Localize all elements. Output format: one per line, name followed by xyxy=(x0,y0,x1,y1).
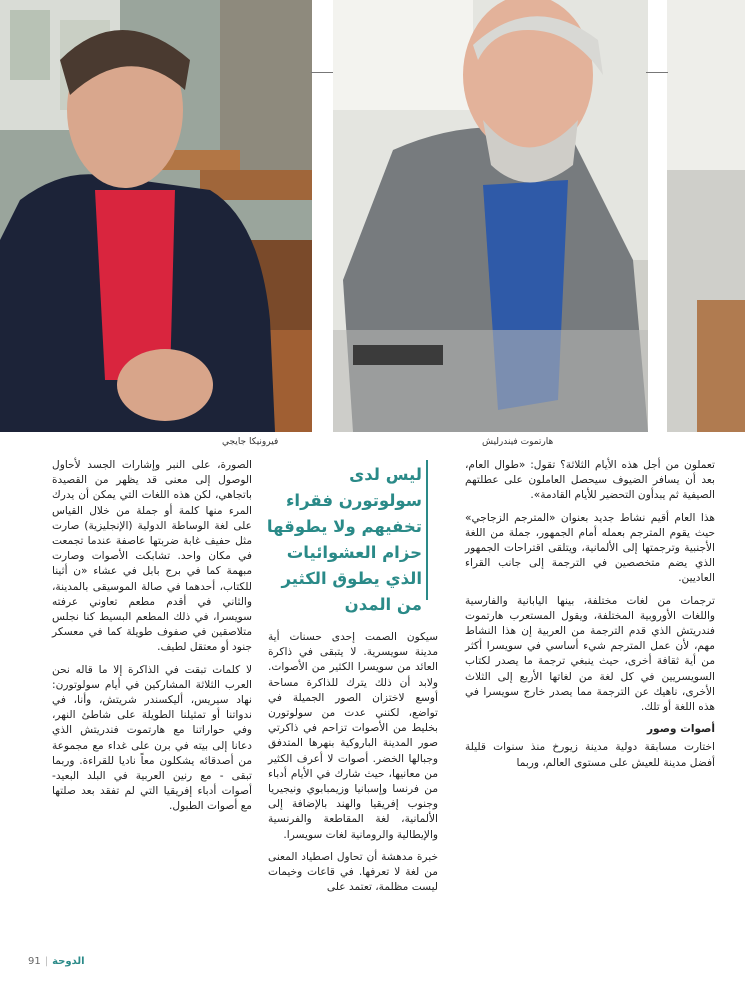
section-subhead: أصوات وصور xyxy=(646,723,715,736)
paragraph: هذا العام أقيم نشاط جديد بعنوان «المترجم الزجاجي» حيث يقوم المترجم بعمله أمام الجمهور، جملة من اللغة الأجنبية وترجمتها إلى الألمانية، ويتلقى اقتراحات الجمهور الذي يضم متخصصين في الترجمة إلى جانب القراء العاديين. xyxy=(465,511,715,585)
caption-right: هارتموت فيندرليش xyxy=(482,437,554,447)
magazine-name: الدوحة xyxy=(52,956,85,967)
photo-veronika-jaeggi xyxy=(0,0,312,432)
article-column-right xyxy=(465,458,715,778)
pull-quote: ليس لدى سولوتورن فقراء تخفيهم ولا يطوقها حزام العشوائيات الذي يطوق الكثير من المدن xyxy=(266,465,422,614)
paragraph: تعملون من أجل هذه الأيام الثلاثة؟ تقول: «طوال العام، بعد أن يسافر الضيوف سيحصل العاملون على عطلتهم الصيفية ثم يبدأون التحضير للأيام القادمة». xyxy=(465,459,715,502)
page-number: 91 xyxy=(28,956,41,967)
paragraph: ترجمات من لغات مختلفة، بينها اليابانية والفارسية واللغات الأوروبية المختلفة، ويقول المستعرب هارتموت فندريتش الذي قدم الترجمة من العربية إن هذا النشاط مهم، لأن عمل المترجم شيء أساسي في سويسرا أكثر من أية ثقافة أخرى، حيث ينبغي ترجمة ما يصدر لكتاب السويسريين في كل لغة من لغاتها الأربع إلى الثلاث الأخرى، ناهيك عن الترجمة مما يصدر خارج سويسرا في هذه اللغة أو تلك. xyxy=(465,594,715,714)
pull-quote-bar xyxy=(426,460,428,600)
paragraph: لا كلمات تبقت في الذاكرة إلا ما قاله نحن العرب الثلاثة المشاركين في أيام سولوتورن: نهاد سيريس، أليكسندر شريتش، وأنا، في ندواتنا أو تمثيلنا الطويلة على شاطئ النهر، وفي حواراتنا مع هارتموت فندريتش الذي دعانا إلى بيته في برن على غداء مع مجموعة من أصدقائه يشكلون معاً ناديا للقراءة. وربما تبقى - مع رنين العربية في البلد البعيد- أصوات أدباء إفريقيا التي لم تفقد بعد صلتها مع أصوات الطبول. xyxy=(52,663,252,813)
paragraph: خبرة مدهشة أن تحاول اصطياد المعنى من لغة لا تعرفها. في قاعات وخيمات ليست مظلمة، تعتمد على xyxy=(268,850,438,894)
photo-hartmut-fahndrich xyxy=(333,0,648,432)
paragraph: الصورة، على النبر وإشارات الجسد لأحاول الوصول إلى معنى قد يظهر من القصيدة باتجاهي، لكن هذه اللغات التي يمكن أن يدرك المرء منها كلمة أو جملة من خلال القياس على لغة الوساطة الدولية (الإنجليزية) صارت مثل حفيف غابة ضربتها عاصفة عندما تجمعت في مكان واحد. تشابكت الأصوات وصارت مبهمة كما في برج بابل في عشاء «ن أثينا للكتاب، أحدهما في صالة الموسيقى بالمدينة، والثاني في أقدم مطعم تعاوني عرفته سويسرا، في ذلك المطعم البسيط كنا نجلس متلاصقين في صفوف طويلة كما في معسكر جنود أو معتقل لطيف. xyxy=(52,459,252,654)
paragraph: اختارت مسابقة دولية مدينة زيورخ منذ سنوات قليلة أفضل مدينة للعيش على مستوى العالم، وربما xyxy=(465,741,715,769)
photo-divider-left xyxy=(311,72,333,73)
paragraph: سيكون الصمت إحدى حسنات أية مدينة سويسرية. لا يتبقى في ذاكرة العائد من سويسرا الكثير من الأصوات. ولابد أن ذلك يترك للذاكرة مساحة أوسع لاختزان الصور الجميلة في تواضع، لكنني عدت من سولوتورن بخليط من الأصوات تزاحم في ذاكرتي صور المدينة الباروكية بنهرها المتدفق وجبالها الخضر. أصوات لا أعرف الكثير من معانيها، حيث شارك في الأيام أدباء من فرنسا وإسبانيا وزيمبابوي ونيجيريا وجنوب إفريقيا والهند بالإضافة إلى الألمانية، لغة المقاطعة والفرنسية والإيطالية والرومانية لغات سويسرا. xyxy=(268,631,438,841)
photo-edge-right xyxy=(667,0,745,432)
caption-left: فيرونيكا جايجي xyxy=(222,437,279,447)
article-column-left xyxy=(52,458,252,822)
article-column-middle xyxy=(268,630,438,902)
page-footer: 91 | الدوحة xyxy=(28,956,85,967)
photo-divider-right xyxy=(646,72,668,73)
